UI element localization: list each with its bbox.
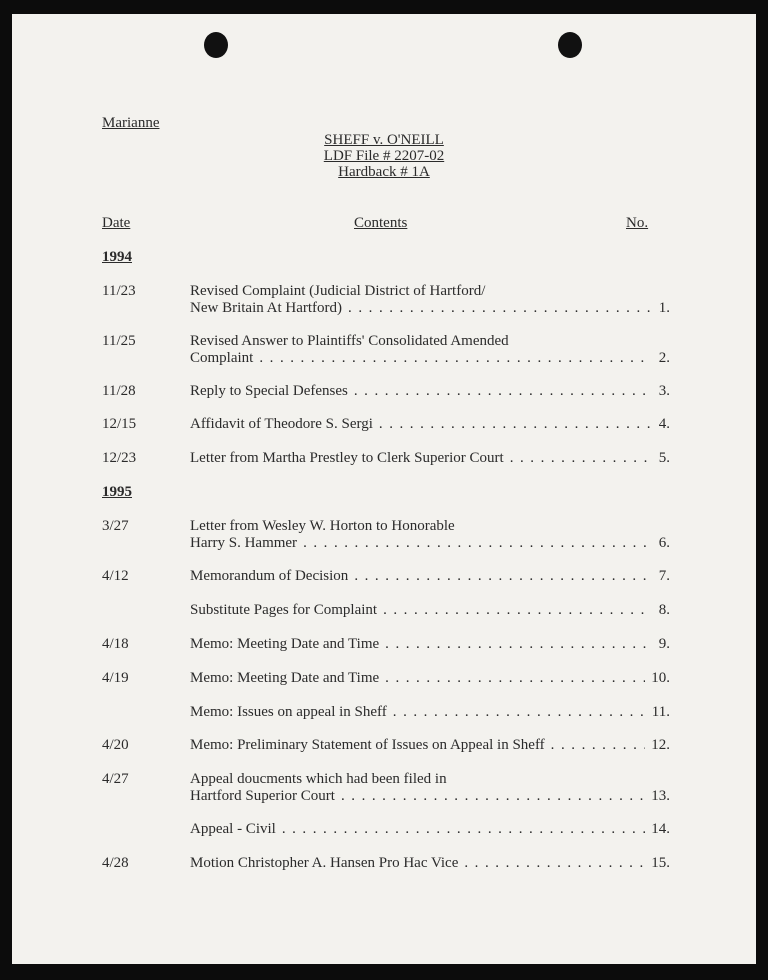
entry-number: 12.	[651, 737, 670, 753]
dot-leader	[510, 450, 650, 467]
recipient-name: Marianne	[102, 115, 160, 131]
entry-title: Memo: Meeting Date and Time	[190, 636, 380, 652]
dot-leader	[464, 855, 645, 872]
entry-date: 4/27	[102, 771, 129, 787]
entry-number: 1.	[658, 300, 670, 316]
entry-date: 4/12	[102, 568, 129, 584]
entry-date: 4/28	[102, 855, 129, 871]
dot-leader	[303, 535, 650, 552]
document-page	[12, 14, 756, 964]
entry-title-line1: Appeal doucments which had been filed in	[190, 771, 447, 787]
entry-title: Affidavit of Theodore S. Sergi	[190, 416, 373, 432]
entry-title-line1: Letter from Wesley W. Horton to Honorable	[190, 518, 455, 534]
entry-number: 3.	[658, 383, 670, 399]
entry-date: 4/18	[102, 636, 129, 652]
dot-leader	[383, 602, 650, 619]
entry-title: Memo: Meeting Date and Time	[190, 670, 380, 686]
entry-title: Reply to Special Defenses	[190, 383, 348, 399]
entry-date: 12/23	[102, 450, 137, 466]
dot-leader	[379, 416, 650, 433]
entry-title-line1: Revised Answer to Plaintiffs' Consolidated Amended	[190, 333, 509, 349]
entry-title: Motion Christopher A. Hansen Pro Hac Vice	[190, 855, 459, 871]
entry-title: Appeal - Civil	[190, 821, 276, 837]
entry-title: Letter from Martha Prestley to Clerk Superior Court	[190, 450, 504, 466]
dot-leader	[393, 704, 646, 721]
entry-date: 11/25	[102, 333, 136, 349]
entry-date: 3/27	[102, 518, 129, 534]
entry-number: 6.	[658, 535, 670, 551]
entry-number: 10.	[651, 670, 670, 686]
entry-number: 4.	[658, 416, 670, 432]
entry-date: 11/23	[102, 283, 136, 299]
dot-leader	[282, 821, 645, 838]
column-header-date: Date	[102, 215, 131, 231]
entry-number: 14.	[651, 821, 670, 837]
entry-date: 11/28	[102, 383, 136, 399]
dot-leader	[259, 350, 650, 367]
entry-title: Hartford Superior Court	[190, 788, 335, 804]
year-heading-1994: 1994	[102, 249, 132, 265]
year-heading-1995: 1995	[102, 484, 132, 500]
dot-leader	[354, 383, 650, 400]
punch-hole-left	[204, 32, 228, 58]
volume-label: Hardback # 1A	[338, 164, 430, 180]
entry-date: 12/15	[102, 416, 137, 432]
dot-leader	[348, 300, 650, 317]
entry-number: 13.	[651, 788, 670, 804]
file-number: LDF File # 2207-02	[323, 148, 445, 164]
entry-title: Complaint	[190, 350, 254, 366]
entry-number: 9.	[658, 636, 670, 652]
column-header-number: No.	[626, 215, 649, 231]
case-title: SHEFF v. O'NEILL	[324, 132, 444, 148]
entry-title: Memo: Issues on appeal in Sheff	[190, 704, 387, 720]
entry-title: Harry S. Hammer	[190, 535, 298, 551]
entry-number: 11.	[651, 704, 670, 720]
entry-title: Memo: Preliminary Statement of Issues on Appeal in Sheff	[190, 737, 545, 753]
dot-leader	[354, 568, 650, 585]
entry-title: New Britain At Hartford)	[190, 300, 343, 316]
entry-number: 5.	[658, 450, 670, 466]
dot-leader	[551, 737, 646, 754]
entry-number: 7.	[658, 568, 670, 584]
entry-title: Memorandum of Decision	[190, 568, 349, 584]
entry-number: 8.	[658, 602, 670, 618]
dot-leader	[385, 636, 650, 653]
column-header-contents: Contents	[354, 215, 408, 231]
dot-leader	[341, 788, 645, 805]
entry-title-line1: Revised Complaint (Judicial District of Hartford/	[190, 283, 486, 299]
entry-date: 4/20	[102, 737, 129, 753]
entry-number: 15.	[651, 855, 670, 871]
entry-date: 4/19	[102, 670, 129, 686]
entry-number: 2.	[658, 350, 670, 366]
entry-title: Substitute Pages for Complaint	[190, 602, 378, 618]
document-header	[252, 132, 516, 180]
punch-hole-right	[558, 32, 582, 58]
dot-leader	[385, 670, 645, 687]
